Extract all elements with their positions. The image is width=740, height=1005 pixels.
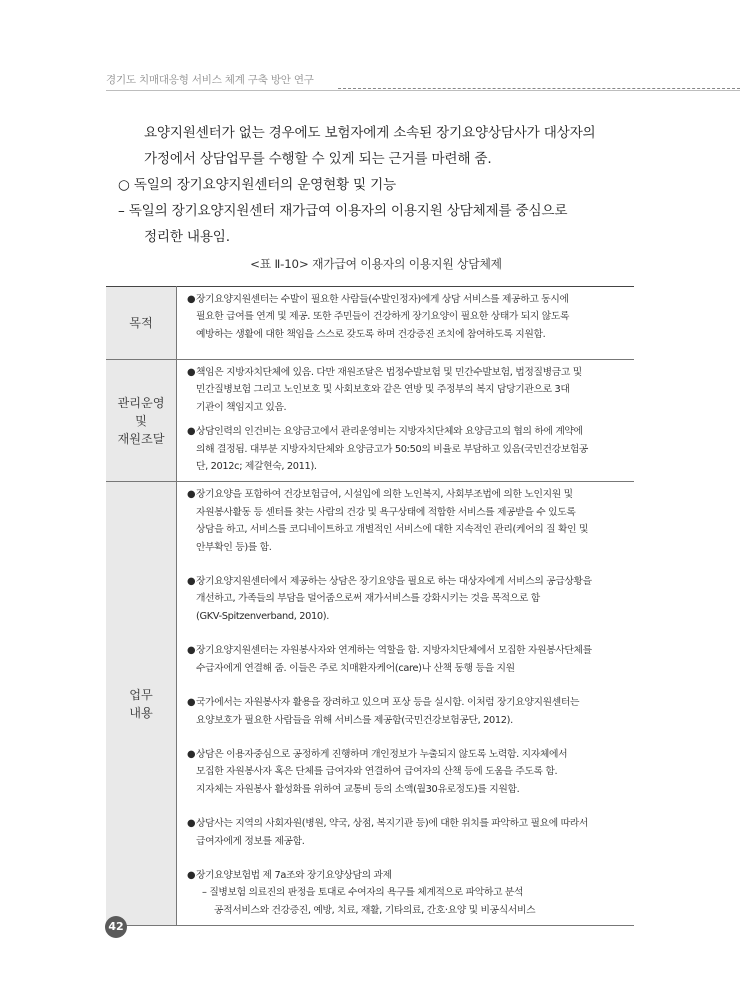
body-line: 정리한 내용임. [144,229,230,245]
bullet-item: ● 상담은 이용자중심으로 공정하게 진행하며 개인정보가 누출되지 않도록 노력함. 지자체에서 [187,746,626,763]
row-label-text: 재원조달 [117,431,165,446]
bullet-dot: ● [187,294,196,305]
bullet-dot: ● [187,367,196,378]
row-label-text: 관리운영 [117,395,165,410]
bullet-continuation: 안부확인 등)를 함. [196,541,272,553]
bullet-dot: ● [187,697,196,709]
bullet-item: ● 상담사는 지역의 사회자원(병원, 약국, 상점, 복지기관 등)에 대한 위치를 파악하고 필요에 따라서 [187,815,626,832]
sub-item: – 질병보험 의료진의 판정을 토대로 수여자의 욕구를 체계적으로 파악하고 분석 [202,887,524,899]
bullet-continuation: 기관이 책임지고 있음. [196,401,287,413]
bullet-continuation: 지자체는 자원봉사 활성화를 위하여 교통비 등의 소액(월30유로정도)를 지원함. [196,783,520,795]
bullet-continuation: 필요한 급여를 연계 및 제공. 또한 주민들이 건강하게 장기요양이 필요한 상태가 되지 않도록 [196,311,570,323]
bullet-item: ● 상담인력의 인건비는 요양금고에서 관리운영비는 지방자치단체와 요양금고의 협의 하에 계약에 [187,423,626,440]
row-label-management [106,360,177,482]
bullet-item: ● 장기요양보험법 제 7a조와 장기요양상담의 과제 [187,867,626,884]
bullet-item: ● 국가에서는 자원봉사자 활용을 장려하고 있으며 포상 등을 실시함. 이처럼 장기요양지원센터는 [187,694,626,711]
body-line: 요양지원센터가 없는 경우에도 보험자에게 소속된 장기요양상담사가 대상자의 [144,125,596,141]
row-content-tasks [177,482,635,926]
table-caption: <표 Ⅱ-10> 재가급여 이용자의 이용지원 상담체제 [250,257,502,271]
row-content-management [177,360,635,482]
bullet-continuation: 개선하고, 가족들의 부담을 덜어줌으로써 재가서비스를 강화시키는 것을 목적으로 함 [196,593,540,605]
page-number-badge: 42 [105,916,127,938]
sub-item-continuation: 공적서비스와 건강증진, 예방, 치료, 재활, 기타의료, 간호·요양 및 비공식서비스 [214,904,536,916]
body-line: – 독일의 장기요양지원센터 재가급여 이용자의 이용지원 상담체제를 중심으로 [118,203,568,219]
bullet-continuation: 의해 결정됨. 대부분 지방자치단체와 요양금고가 50:50의 비율로 부담하고 있음(국민건강보험공 [196,443,589,455]
header-dashed-rule [338,88,740,89]
bullet-item: ● 장기요양지원센터는 자원봉사자와 연계하는 역할을 함. 지방자치단체에서 모집한 자원봉사단체를 [187,642,626,659]
row-label-text: 및 [135,413,147,428]
row-label-purpose [106,287,177,360]
bullet-continuation: 급여자에게 정보를 제공함. [196,835,305,847]
row-label-text: 업무 [129,687,153,702]
bullet-dot: ● [187,818,196,830]
bullet-item: ● 책임은 지방자치단체에 있음. 다만 재원조달은 법정수발보험 및 민간수발보험, 법정질병금고 및 [187,364,626,381]
bullet-continuation: 단, 2012c; 제갈현숙, 2011). [196,461,317,473]
support-system-table [106,286,634,926]
bullet-continuation: (GKV-Spitzenverband, 2010). [196,610,330,622]
bullet-item: ● 장기요양지원센터는 수발이 필요한 사람들(수발인정자)에게 상담 서비스를 제공하고 동시에 [187,291,626,308]
bullet-continuation: 민간질병보험 그리고 노인보호 및 사회보호와 같은 연방 및 주정부의 복지 담당기관으로 3대 [196,384,570,396]
bullet-item: ● 장기요양을 포함하여 건강보험급여, 시설입에 의한 노인복지, 사회부조법에 의한 노인지원 및 [187,486,626,503]
body-line: 가정에서 상담업무를 수행할 수 있게 되는 근거를 마련해 줌. [144,151,492,167]
bullet-dot: ● [187,426,196,438]
bullet-continuation: 요양보호가 필요한 사람들을 위해 서비스를 제공함(국민건강보험공단, 2012). [196,714,513,726]
bullet-dot: ● [187,748,196,760]
running-header: 경기도 치매대응형 서비스 체계 구축 방안 연구 [106,74,314,86]
bullet-continuation: 예방하는 생활에 대한 책임을 스스로 갖도록 하며 건강증진 조치에 참여하도록 지원함. [196,328,546,340]
bullet-continuation: 상담을 하고, 서비스를 코디네이트하고 개별적인 서비스에 대한 지속적인 관리(케어의 질 확인 및 [196,524,589,536]
bullet-item: ● 장기요양지원센터에서 제공하는 상담은 장기요양을 필요로 하는 대상자에게 서비스의 공급상황을 [187,573,626,590]
table-row [106,360,634,482]
bullet-continuation: 자원봉사활동 등 센터를 찾는 사람의 건강 및 욕구상태에 적합한 서비스를 제공받을 수 있도록 [196,506,576,518]
bullet-dot: ● [187,645,196,657]
row-label-tasks [106,482,177,926]
bullet-continuation: 수급자에게 연결해 줌. 이들은 주로 치매환자케어(care)나 산책 동행 등을 지원 [196,662,515,674]
row-label-text: 목적 [129,316,153,330]
bullet-dot: ● [187,869,196,881]
row-content-purpose [177,287,635,360]
bullet-dot: ● [187,489,196,501]
row-label-text: 내용 [129,705,153,720]
table-row [106,287,634,360]
header-rule [106,90,740,91]
table-row [106,482,634,926]
section-heading: ○ 독일의 장기요양지원센터의 운영현황 및 기능 [118,177,396,193]
bullet-dot: ● [187,576,196,588]
bullet-continuation: 모집한 자원봉사자 혹은 단체를 급여자와 연결하여 급여자의 산책 등에 도움을 주도록 함. [196,766,558,778]
body-text [106,120,646,250]
